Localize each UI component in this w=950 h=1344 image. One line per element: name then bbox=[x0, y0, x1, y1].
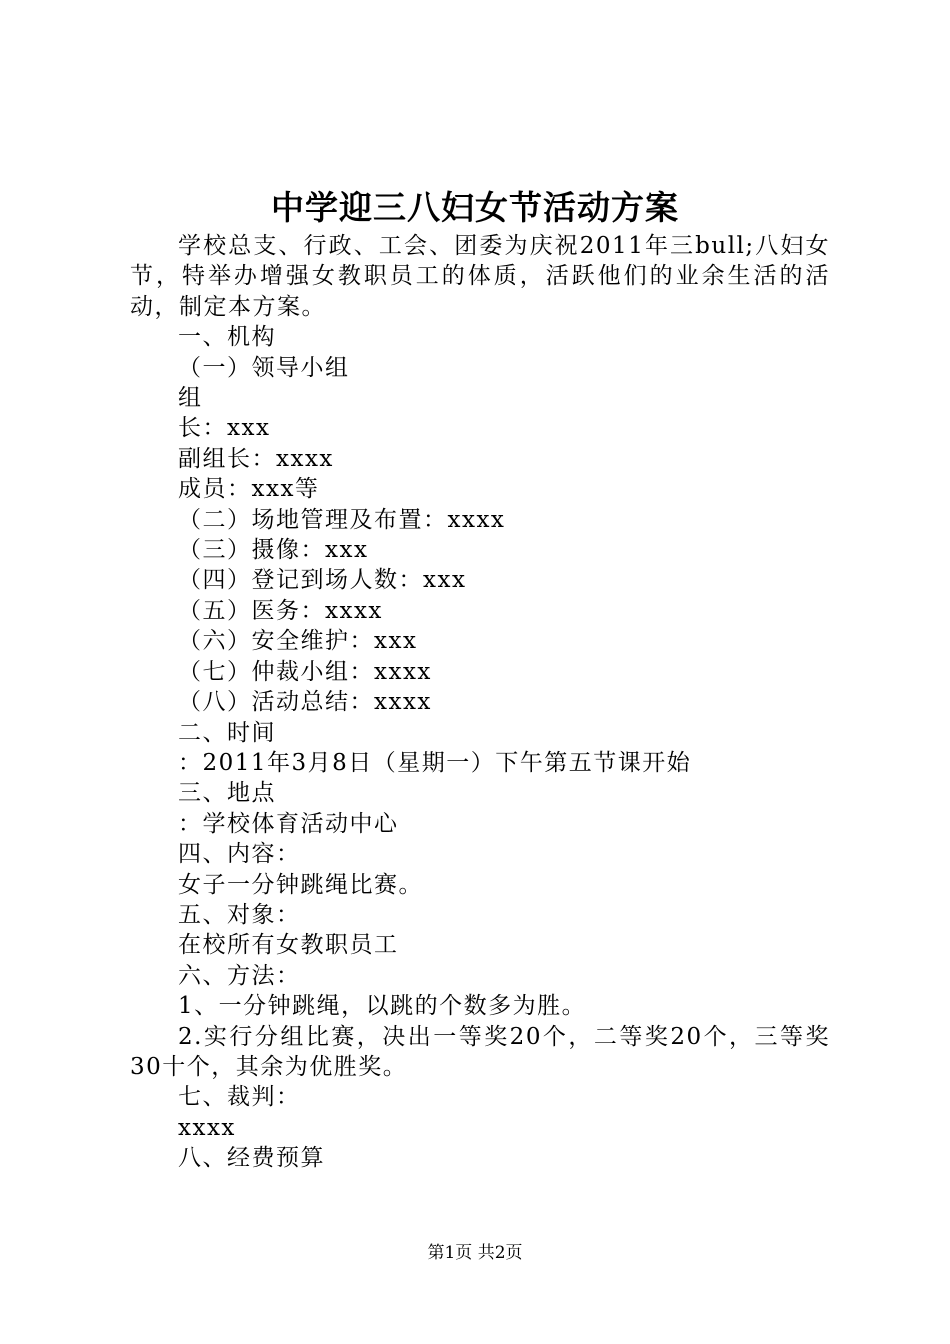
document-body bbox=[130, 231, 830, 1174]
section-line: 成员：xxx等 bbox=[178, 476, 320, 503]
section-line: xxxx bbox=[178, 1114, 236, 1141]
method-paragraph: 2.实行分组比赛，决出一等奖20个，二等奖20个，三等奖30十个，其余为优胜奖。 bbox=[130, 1023, 830, 1080]
section-line: 三、地点 bbox=[178, 780, 276, 807]
section-line: （四）登记到场人数：xxx bbox=[178, 567, 467, 594]
section-line: ：学校体育活动中心 bbox=[178, 810, 399, 837]
intro-paragraph: 学校总支、行政、工会、团委为庆祝2011年三bull;八妇女节，特举办增强女教职员工的体质，活跃他们的业余生活的活动，制定本方案。 bbox=[130, 233, 830, 320]
section-line: 副组长：xxxx bbox=[178, 445, 334, 472]
section-line: 组 bbox=[178, 385, 203, 412]
section-line: 女子一分钟跳绳比赛。 bbox=[178, 871, 423, 898]
section-line: 五、对象： bbox=[178, 901, 301, 928]
section-line: 一、机构 bbox=[178, 324, 276, 351]
section-line: （八）活动总结：xxxx bbox=[178, 689, 432, 716]
section-line: 八、经费预算 bbox=[178, 1145, 325, 1172]
section-line: 四、内容： bbox=[178, 841, 301, 868]
section-line: （三）摄像：xxx bbox=[178, 537, 369, 564]
section-line: （七）仲裁小组：xxxx bbox=[178, 658, 432, 685]
section-line: ：2011年3月8日（星期一）下午第五节课开始 bbox=[178, 749, 692, 776]
section-line: 在校所有女教职员工 bbox=[178, 932, 399, 959]
page-footer: 第1页 共2页 bbox=[427, 1243, 523, 1263]
section-line: （一）领导小组 bbox=[178, 354, 350, 381]
section-line: 长：xxx bbox=[178, 415, 271, 442]
section-line: 六、方法： bbox=[178, 962, 301, 989]
section-line: （六）安全维护：xxx bbox=[178, 628, 418, 655]
section-line: （二）场地管理及布置：xxxx bbox=[178, 506, 506, 533]
section-line: 二、时间 bbox=[178, 719, 276, 746]
section-line: （五）医务：xxxx bbox=[178, 597, 383, 624]
document-title: 中学迎三八妇女节活动方案 bbox=[271, 188, 679, 227]
section-line: 七、裁判： bbox=[178, 1084, 301, 1111]
section-line: 1、一分钟跳绳，以跳的个数多为胜。 bbox=[178, 993, 587, 1020]
